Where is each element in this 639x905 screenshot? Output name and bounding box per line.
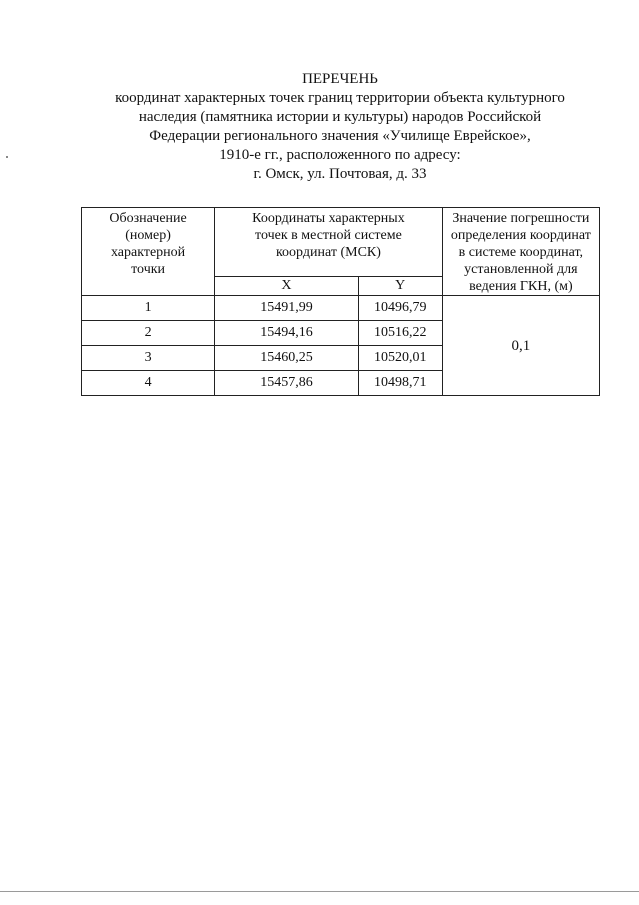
header-text-line: в системе координат, [458, 245, 584, 260]
heading-line: Федерации регионального значения «Училище Еврейское», [149, 128, 531, 144]
header-text-line: (номер) [125, 228, 171, 243]
header-text-line: координат (МСК) [275, 245, 381, 260]
header-y: Y [358, 276, 442, 295]
document-heading [80, 70, 600, 184]
point-number-cell: 4 [82, 371, 215, 396]
table-header-row [82, 208, 600, 277]
header-text-line: точек в местной системе [255, 228, 402, 243]
heading-line: наследия (памятника истории и культуры) народов Российской [138, 109, 542, 125]
header-text-line: Обозначение [109, 211, 187, 226]
table-row [82, 296, 600, 321]
header-text-line: установленной для [464, 262, 578, 277]
y-coordinate-cell: 10516,22 [358, 321, 442, 346]
header-error-value [442, 208, 599, 296]
x-coordinate-cell: 15494,16 [215, 321, 359, 346]
header-coordinates [215, 208, 443, 277]
error-value-cell: 0,1 [442, 296, 599, 396]
heading-line: координат характерных точек границ территории объекта культурного [115, 90, 565, 106]
x-coordinate-cell: 15460,25 [215, 346, 359, 371]
heading-line: 1910-е гг., расположенного по адресу: [219, 147, 461, 163]
page-bottom-border [0, 891, 639, 892]
y-coordinate-cell: 10520,01 [358, 346, 442, 371]
header-text-line: характерной [110, 245, 186, 260]
header-point-number [82, 208, 215, 296]
scan-artifact [6, 156, 8, 158]
header-text-line: Координаты характерных [252, 211, 405, 226]
heading-line: г. Омск, ул. Почтовая, д. 33 [253, 166, 427, 182]
header-text-line: ведения ГКН, (м) [469, 279, 573, 294]
header-text-line: точки [131, 262, 166, 277]
header-text-line: определения координат [450, 228, 591, 243]
y-coordinate-cell: 10498,71 [358, 371, 442, 396]
point-number-cell: 1 [82, 296, 215, 321]
coordinates-table [81, 207, 600, 396]
header-x: X [215, 276, 359, 295]
y-coordinate-cell: 10496,79 [358, 296, 442, 321]
x-coordinate-cell: 15457,86 [215, 371, 359, 396]
document-title: ПЕРЕЧЕНЬ [302, 71, 378, 87]
point-number-cell: 3 [82, 346, 215, 371]
x-coordinate-cell: 15491,99 [215, 296, 359, 321]
point-number-cell: 2 [82, 321, 215, 346]
header-text-line: Значение погрешности [452, 211, 590, 226]
